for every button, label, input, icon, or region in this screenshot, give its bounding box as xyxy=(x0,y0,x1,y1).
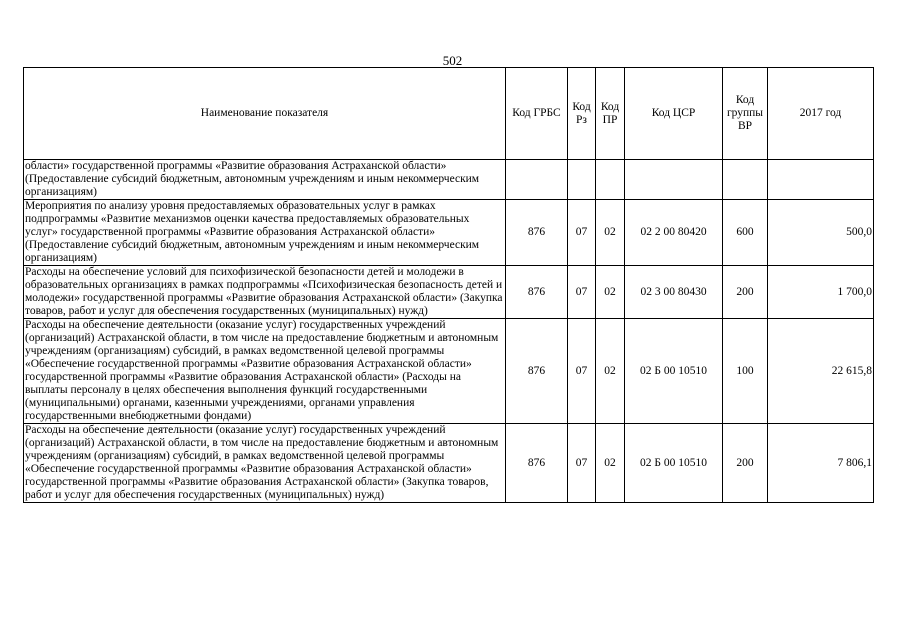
row-rz xyxy=(568,160,596,200)
table-row xyxy=(24,200,874,266)
row-vr: 100 xyxy=(723,319,768,424)
row-pr xyxy=(596,160,625,200)
row-pr: 02 xyxy=(596,200,625,266)
table-row xyxy=(24,160,874,200)
table-row xyxy=(24,424,874,503)
row-name: Расходы на обеспечение деятельности (оказание услуг) государственных учреждений (организаций) Астраханской области, в том числе на предоставление бюджетным и автономным учреждениям (организациям) субсидий, в рамках ведомственной целевой программы «Обеспечение государственной программы «Развитие образования Астраханской области» государственной программы «Развитие образования Астраханской области» (Расходы на выплаты персоналу в целях обеспечения выполнения функций государственными (муниципальными) органами, казенными учреждениями, органами управления государственными внебюджетными фондами) xyxy=(24,319,506,424)
row-rz: 07 xyxy=(568,424,596,503)
row-csr: 02 2 00 80420 xyxy=(625,200,723,266)
row-name: Расходы на обеспечение условий для психофизической безопасности детей и молодежи в образовательных организациях в рамках подпрограммы «Психофизическая безопасность детей и молодежи» государственной программы «Развитие образования Астраханской области» (Закупка товаров, работ и услуг для обеспечения государственных (муниципальных) нужд) xyxy=(24,266,506,319)
row-pr: 02 xyxy=(596,319,625,424)
row-pr: 02 xyxy=(596,424,625,503)
row-grbs: 876 xyxy=(506,424,568,503)
row-csr: 02 Б 00 10510 xyxy=(625,319,723,424)
header-pr: Код ПР xyxy=(596,68,625,160)
row-amount: 7 806,1 xyxy=(768,424,874,503)
budget-table xyxy=(23,67,874,503)
row-pr: 02 xyxy=(596,266,625,319)
header-row xyxy=(24,68,874,160)
row-vr: 200 xyxy=(723,424,768,503)
header-rz: Код Рз xyxy=(568,68,596,160)
row-rz: 07 xyxy=(568,319,596,424)
row-grbs: 876 xyxy=(506,200,568,266)
row-name: области» государственной программы «Развитие образования Астраханской области» (Предоставление субсидий бюджетным, автономным учреждениям и иным некоммерческим организациям) xyxy=(24,160,506,200)
table-row xyxy=(24,319,874,424)
row-amount: 1 700,0 xyxy=(768,266,874,319)
header-grbs: Код ГРБС xyxy=(506,68,568,160)
row-csr: 02 3 00 80430 xyxy=(625,266,723,319)
row-csr: 02 Б 00 10510 xyxy=(625,424,723,503)
row-name: Мероприятия по анализу уровня предоставляемых образовательных услуг в рамках подпрограммы «Развитие механизмов оценки качества предоставляемых образовательных услуг» государственной программы «Развитие образования Астраханской области» (Предоставление субсидий бюджетным, автономным учреждениям и иным некоммерческим организациям) xyxy=(24,200,506,266)
row-grbs: 876 xyxy=(506,319,568,424)
row-amount: 22 615,8 xyxy=(768,319,874,424)
row-csr xyxy=(625,160,723,200)
row-rz: 07 xyxy=(568,200,596,266)
header-csr: Код ЦСР xyxy=(625,68,723,160)
row-rz: 07 xyxy=(568,266,596,319)
row-name: Расходы на обеспечение деятельности (оказание услуг) государственных учреждений (организаций) Астраханской области, в том числе на предоставление бюджетным и автономным учреждениям (организациям) субсидий, в рамках ведомственной целевой программы «Обеспечение государственной программы «Развитие образования Астраханской области» государственной программы «Развитие образования Астраханской области» (Закупка товаров, работ и услуг для обеспечения государственных (муниципальных) нужд) xyxy=(24,424,506,503)
header-name: Наименование показателя xyxy=(24,68,506,160)
page-number: 502 xyxy=(442,53,463,68)
row-amount: 500,0 xyxy=(768,200,874,266)
row-amount xyxy=(768,160,874,200)
header-year: 2017 год xyxy=(768,68,874,160)
row-vr: 200 xyxy=(723,266,768,319)
header-vr: Код группы ВР xyxy=(723,68,768,160)
row-grbs: 876 xyxy=(506,266,568,319)
row-grbs xyxy=(506,160,568,200)
row-vr: 600 xyxy=(723,200,768,266)
row-vr xyxy=(723,160,768,200)
table-row xyxy=(24,266,874,319)
